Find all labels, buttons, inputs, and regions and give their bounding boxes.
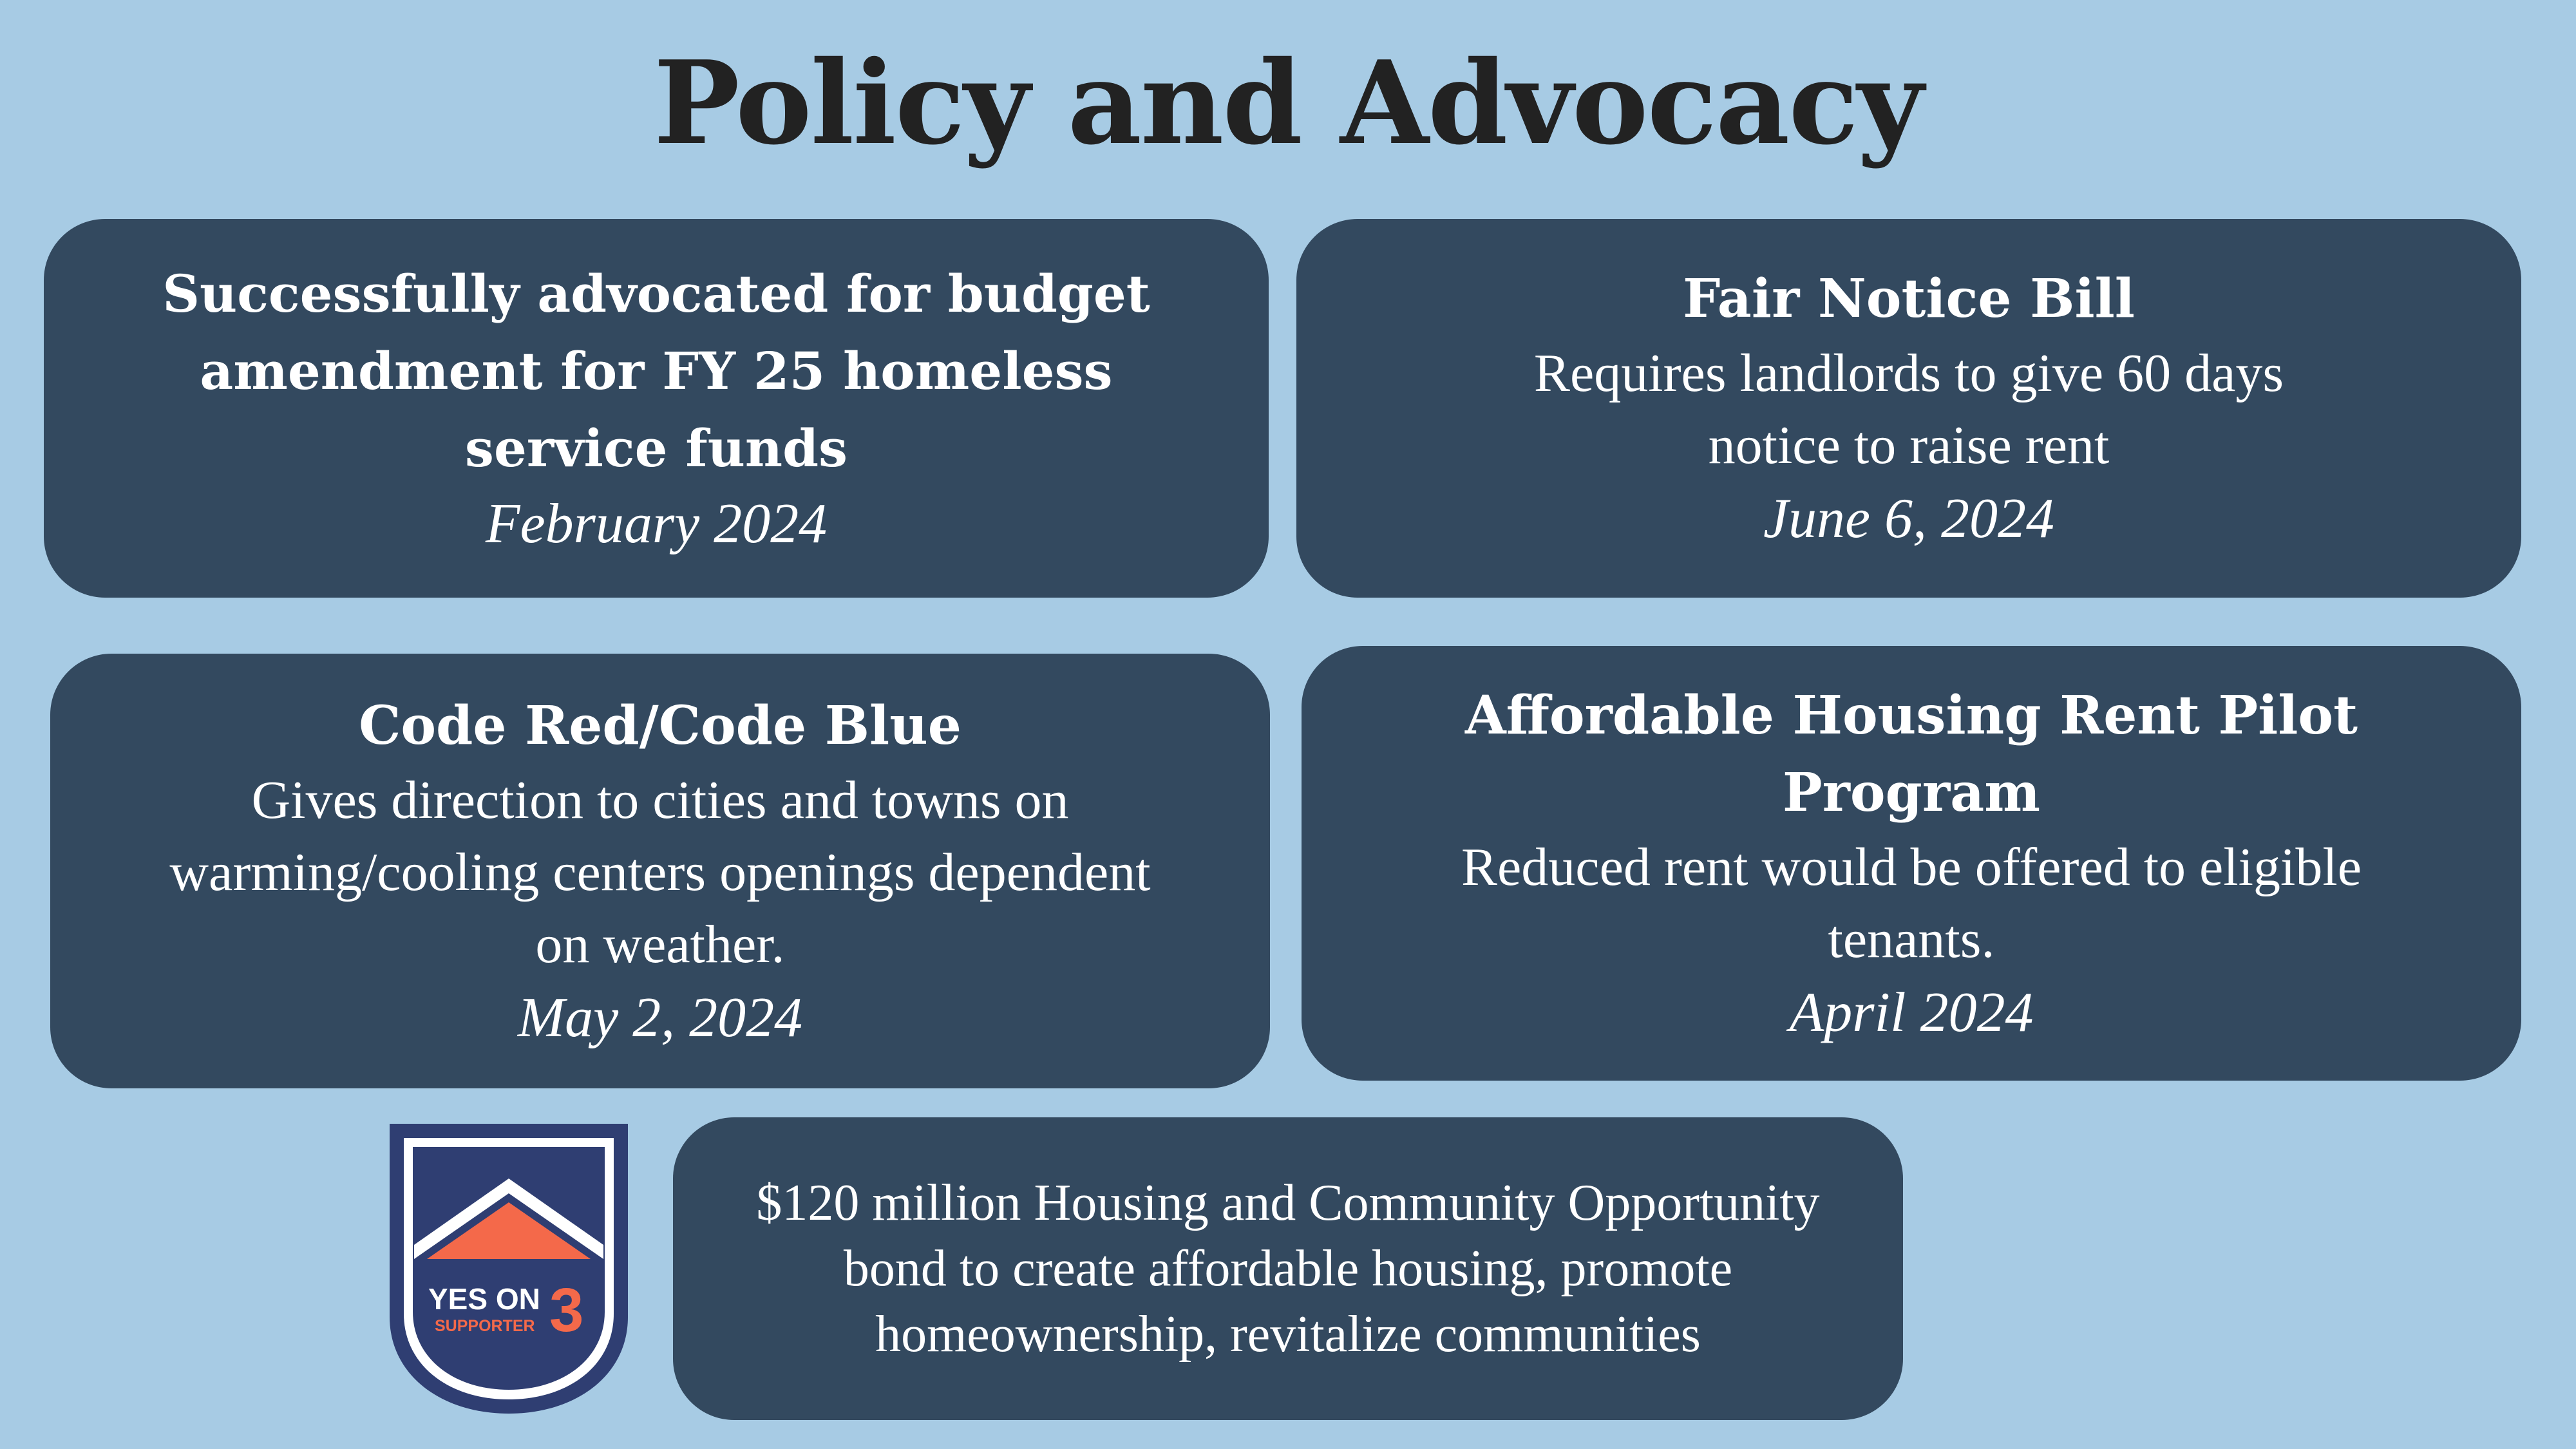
badge-supporter-text: SUPPORTER — [435, 1317, 535, 1335]
card-heading: Affordable Housing Rent Pilot Program — [1465, 684, 2358, 824]
badge-yes-on-text: YES ON — [428, 1282, 540, 1316]
card-description-line: tenants. — [1828, 909, 1995, 969]
yes-on-3-supporter-badge — [390, 1124, 628, 1414]
card-heading: Code Red/Code Blue — [359, 694, 961, 757]
card-description-line: homeownership, revitalize communities — [875, 1306, 1701, 1363]
card-housing-bond — [673, 1117, 1903, 1420]
card-heading-line: Successfully advocated for budget — [162, 263, 1150, 324]
card-date: February 2024 — [485, 493, 828, 555]
card-description-line: Requires landlords to give 60 days — [1533, 343, 2284, 403]
card-description-line: Reduced rent would be offered to eligible — [1461, 837, 2362, 897]
badge-number-text: 3 — [549, 1276, 584, 1345]
card-description-line: notice to raise rent — [1708, 415, 2110, 475]
card-date: May 2, 2024 — [517, 986, 803, 1049]
card-fair-notice-bill — [1296, 219, 2521, 598]
card-rent-pilot-program — [1302, 646, 2521, 1081]
card-code-red-code-blue — [50, 654, 1270, 1088]
card-description-line: warming/cooling centers openings dependent — [169, 842, 1151, 902]
card-description-line: on weather. — [535, 914, 785, 974]
page-title: Policy and Advocacy — [653, 35, 1923, 170]
card-date: April 2024 — [1789, 981, 2034, 1044]
card-heading-line: service funds — [464, 418, 848, 478]
card-description-line: Gives direction to cities and towns on — [251, 770, 1069, 830]
card-heading-line: amendment for FY 25 homeless — [200, 341, 1113, 401]
card-description-line: $120 million Housing and Community Opportunity — [756, 1175, 1820, 1231]
card-date: June 6, 2024 — [1763, 488, 2055, 550]
card-heading: Fair Notice Bill — [1683, 268, 2135, 330]
card-description-line: bond to create affordable housing, promote — [843, 1240, 1733, 1297]
card-budget-amendment — [44, 219, 1269, 598]
